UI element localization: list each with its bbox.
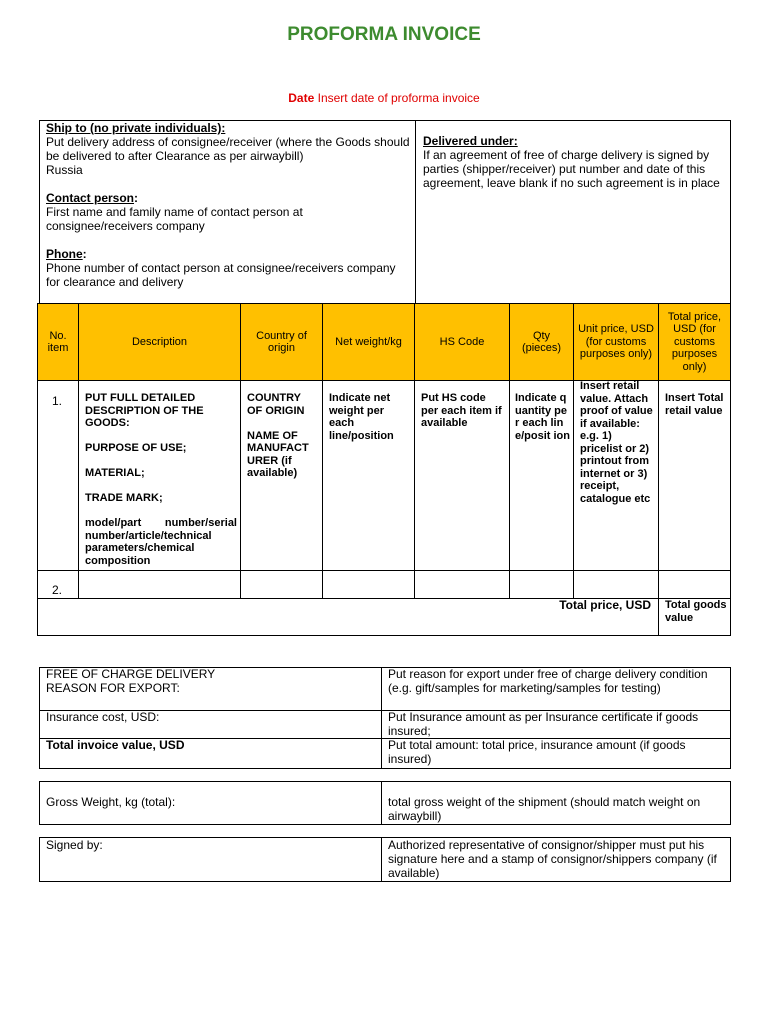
phone-colon: : [82,247,87,261]
date-value: Insert date of proforma invoice [317,91,480,105]
row1-manufacturer: NAME OF MANUFACT URER (if available) [247,429,309,479]
row1-qty: Indicate quantity per each line/posit ion [515,392,570,442]
date-label: Date [288,91,315,105]
gross-weight-label: Gross Weight, kg (total): [46,795,176,809]
row1-desc-material: MATERIAL; [85,467,145,479]
row1-country [247,392,319,480]
delivered-under-section [423,134,725,190]
gross-weight-value: total gross weight of the shipment (should match weight on airwaybill) [388,795,701,823]
row2-no: 2. [52,583,63,597]
row2-total-price-cell [658,570,731,599]
header-description: Description [78,303,241,381]
row1-desc-trademark: TRADE MARK; [85,492,163,504]
row2-net-weight-cell [322,570,415,599]
row1-hs-code: Put HS code per each item if available [421,392,502,429]
contact-heading-line [46,191,410,205]
header-unit-price: Unit price, USD (for customs purposes only) [573,303,659,381]
free-delivery-label: FREE OF CHARGE DELIVERY REASON FOR EXPORT: [46,667,215,695]
date-line [0,91,768,105]
ship-to-country: Russia [46,163,83,177]
insurance-label: Insurance cost, USD: [46,710,160,724]
row2-description-cell [78,570,241,599]
ship-to-section [46,121,410,289]
row1-desc-purpose: PURPOSE OF USE; [85,442,187,454]
row1-total-price: Insert Total retail value [665,392,724,417]
contact-colon: : [134,191,139,205]
row2-country-cell [240,570,323,599]
row1-desc-model: model/part number/serial number/article/technical parameters/chemical composition [85,517,237,567]
header-qty: Qty (pieces) [509,303,574,381]
signed-by-label: Signed by: [46,838,103,852]
total-goods-value: Total goods value [665,599,727,624]
row2-hs-code-cell [414,570,510,599]
address-divider [415,120,416,304]
delivered-under-heading: Delivered under: [423,134,518,148]
row1-no-cell [37,380,79,571]
row1-description [85,392,237,567]
total-price-label: Total price, USD [559,598,651,612]
header-net-weight: Net weight/kg [322,303,415,381]
gross-divider-v [381,781,382,825]
row1-unit-price: Insert retail value. Attach proof of value if available: e.g. 1) pricelist or 2) printout from internet or 3) receipt, catalogue etc [580,380,653,505]
row2-unit-price-cell [573,570,659,599]
summary-divider-v [381,667,382,769]
row2-qty-cell [509,570,574,599]
page-title: PROFORMA INVOICE [287,24,481,45]
row1-no: 1. [52,394,63,408]
total-invoice-label: Total invoice value, USD [46,738,185,752]
row1-country-origin: COUNTRY OF ORIGIN [247,392,305,417]
signed-by-value: Authorized representative of consignor/shipper must put his signature here and a stamp of consignor/shippers company (if available) [388,838,717,880]
header-country: Country of origin [240,303,323,381]
phone-text: Phone number of contact person at consignee/receivers company for clearance and delivery [46,261,396,289]
ship-to-heading: Ship to (no private individuals): [46,121,226,135]
total-invoice-value: Put total amount: total price, insurance amount (if goods insured) [388,738,686,766]
ship-to-address: Put delivery address of consignee/receiver (where the Goods should be delivered to after Clearance as per airwaybill) [46,135,410,163]
signed-divider-v [381,837,382,882]
row1-desc-goods: PUT FULL DETAILED DESCRIPTION OF THE GOODS: [85,392,204,429]
contact-heading: Contact person [46,191,135,205]
header-total-price: Total price, USD (for customs purposes only) [658,303,731,381]
free-delivery-value: Put reason for export under free of charge delivery condition (e.g. gift/samples for marketing/samples for testing) [388,667,708,695]
header-hs-code: HS Code [414,303,510,381]
insurance-value: Put Insurance amount as per Insurance certificate if goods insured; [388,710,699,738]
row1-net-weight: Indicate net weight per each line/position [329,392,394,442]
phone-heading: Phone [46,247,83,261]
phone-heading-line [46,247,410,261]
contact-text: First name and family name of contact person at consignee/receivers company [46,205,303,233]
delivered-under-text: If an agreement of free of charge delivery is signed by parties (shipper/receiver) put number and date of this agreement, leave blank if no such agreement is in place [423,148,720,190]
header-no: No. item [37,303,79,381]
